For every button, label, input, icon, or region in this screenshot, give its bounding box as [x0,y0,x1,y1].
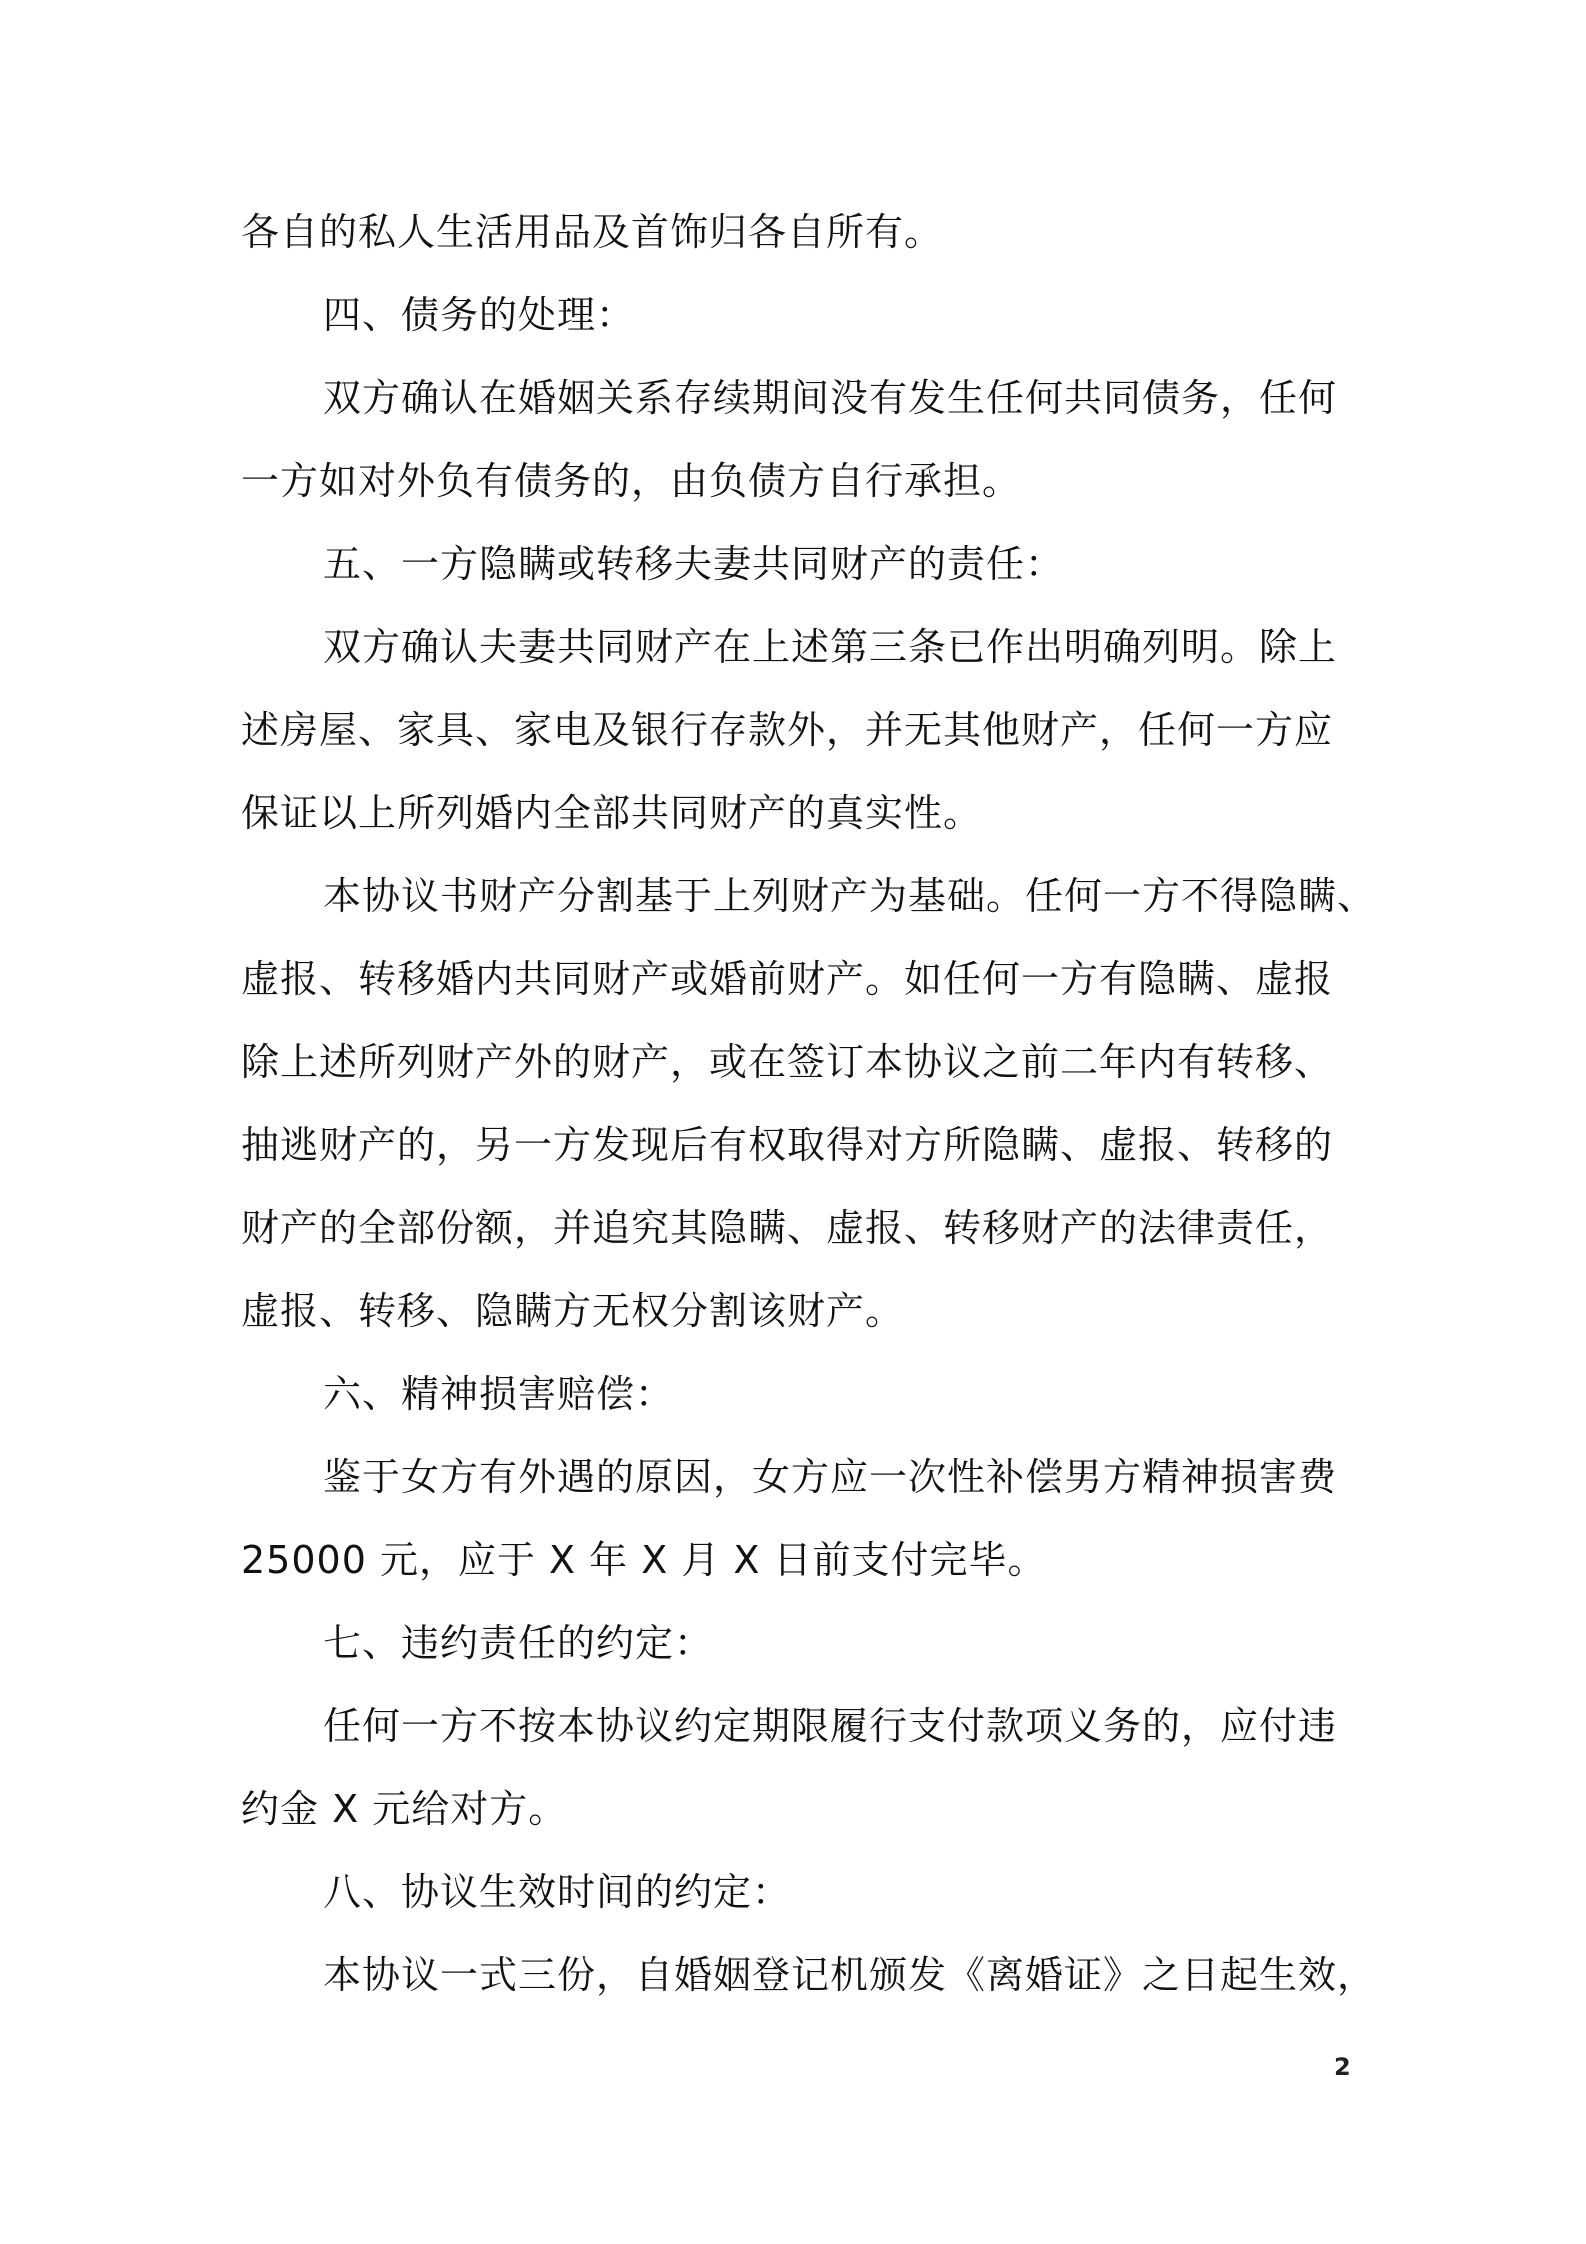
text-line: 除上述所列财产外的财产，或在签订本协议之前二年内有转移、 [241,1040,1334,1084]
section-heading: 八、协议生效时间的约定： [323,1870,792,1914]
section-heading: 六、精神损害赔偿： [323,1372,675,1416]
text-line: 双方确认在婚姻关系存续期间没有发生任何共同债务，任何 [323,376,1338,420]
text-line: 25000 元，应于 X 年 X 月 X 日前支付完毕。 [241,1538,1047,1582]
text-line: 双方确认夫妻共同财产在上述第三条已作出明确列明。除上 [323,625,1338,669]
text-line: 本协议一式三份，自婚姻登记机颁发《离婚证》之日起生效， [323,1953,1377,1997]
section-heading: 四、债务的处理： [323,293,636,337]
text-line: 各自的私人生活用品及首饰归各自所有。 [241,210,944,254]
text-line: 任何一方不按本协议约定期限履行支付款项义务的，应付违 [323,1704,1338,1748]
page-number: 2 [1334,2053,1351,2081]
text-line: 虚报、转移婚内共同财产或婚前财产。如任何一方有隐瞒、虚报 [241,957,1334,1001]
text-line: 财产的全部份额，并追究其隐瞒、虚报、转移财产的法律责任， [241,1206,1334,1250]
text-line: 保证以上所列婚内全部共同财产的真实性。 [241,791,983,835]
section-heading: 五、一方隐瞒或转移夫妻共同财产的责任： [323,542,1065,586]
text-line: 虚报、转移、隐瞒方无权分割该财产。 [241,1289,905,1333]
text-line: 述房屋、家具、家电及银行存款外，并无其他财产，任何一方应 [241,708,1334,752]
text-line: 鉴于女方有外遇的原因，女方应一次性补偿男方精神损害费 [323,1455,1338,1499]
text-line: 约金 X 元给对方。 [241,1787,568,1831]
text-line: 一方如对外负有债务的，由负债方自行承担。 [241,459,1022,503]
section-heading: 七、违约责任的约定： [323,1621,714,1665]
text-line: 本协议书财产分割基于上列财产为基础。任何一方不得隐瞒、 [323,874,1377,918]
text-line: 抽逃财产的，另一方发现后有权取得对方所隐瞒、虚报、转移的 [241,1123,1334,1167]
document-body [241,191,1377,2017]
